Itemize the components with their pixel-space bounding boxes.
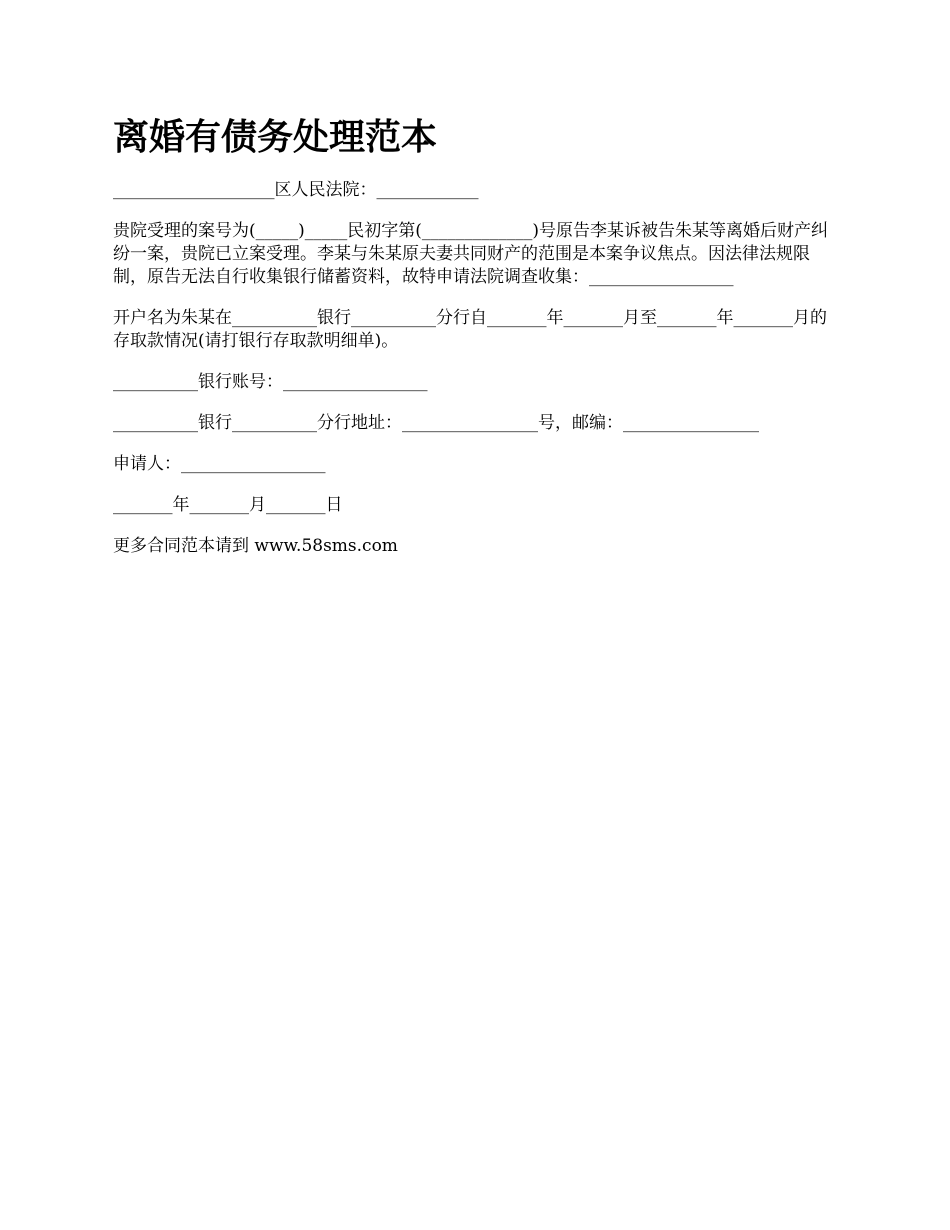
account-details-paragraph: 开户名为朱某在__________银行__________分行自_______年_______月至_______年_______月的存取款情况(请打银行存取款明细单)。	[113, 308, 827, 351]
bank-account-line: __________银行账号：_________________	[113, 372, 428, 392]
date-line: _______年_______月_______日	[113, 495, 343, 515]
applicant-line: 申请人：_________________	[113, 454, 326, 474]
court-address-line: ___________________区人民法院：____________	[113, 180, 479, 200]
document-page	[113, 112, 841, 558]
request-body-paragraph: 贵院受理的案号为(_____)_____民初字第(_____________)号原告李某诉被告朱某等离婚后财产纠纷一案，贵院已立案受理。李某与朱某原夫妻共同财产的范围是本案争议焦点。因法律法规限制，原告无法自行收集银行储蓄资料，故特申请法院调查收集：_________________	[113, 221, 829, 287]
bank-address-line: __________银行__________分行地址：________________号，邮编：________________	[113, 413, 759, 433]
document-title: 离婚有债务处理范本	[113, 116, 438, 158]
footer-link-line: 更多合同范本请到 www.58sms.com	[113, 536, 398, 556]
